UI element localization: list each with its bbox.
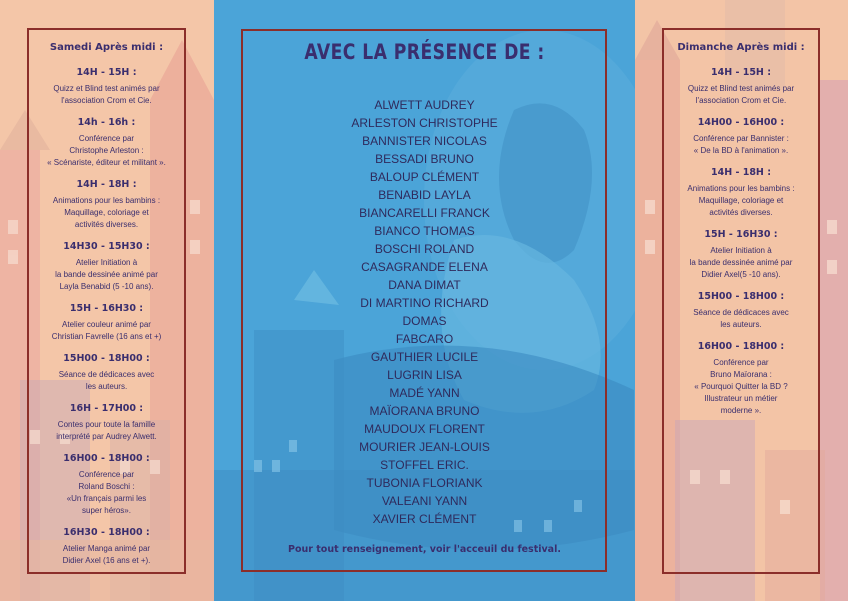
guest-list-title: AVEC LA PRÉSENCE DE : bbox=[304, 40, 545, 64]
schedule-slot bbox=[664, 67, 818, 107]
guest-name: STOFFEL ERIC. bbox=[380, 458, 469, 472]
slot-time: 14H - 15H : bbox=[76, 67, 137, 78]
slot-time: 14H - 18H : bbox=[710, 167, 771, 178]
schedule-slot bbox=[29, 453, 184, 517]
slot-time: 14H30 - 15H30 : bbox=[63, 241, 150, 252]
saturday-title: Samedi Après midi : bbox=[49, 42, 164, 53]
schedule-slot bbox=[664, 167, 818, 219]
slot-time: 16H30 - 18H00 : bbox=[63, 527, 150, 538]
right-panel bbox=[635, 0, 848, 601]
schedule-slot bbox=[664, 117, 818, 157]
guest-name: LUGRIN LISA bbox=[387, 368, 462, 382]
saturday-schedule-frame bbox=[27, 28, 186, 574]
guest-name: CASAGRANDE ELENA bbox=[361, 260, 488, 274]
slot-description: Quizz et Blind test animés par l'association Crom et Cie. bbox=[687, 84, 795, 105]
guest-name: BENABID LAYLA bbox=[378, 188, 471, 202]
slot-time: 16H00 - 18H00 : bbox=[697, 341, 785, 352]
slot-description: Séance de dédicaces avec les auteurs. bbox=[58, 370, 155, 391]
guest-name: TUBONIA FLORIANK bbox=[366, 476, 483, 490]
guest-name: MAÏORANA BRUNO bbox=[369, 404, 480, 418]
slot-time: 14H00 - 16H00 : bbox=[697, 117, 785, 128]
slot-time: 14H - 15H : bbox=[710, 67, 771, 78]
slot-description: Conférence par Christophe Arleston : « Scénariste, éditeur et militant ». bbox=[47, 134, 166, 167]
slot-description: Conférence par Bannister : « De la BD à l'animation ». bbox=[693, 134, 789, 155]
schedule-slot bbox=[29, 403, 184, 443]
guest-name: BANNISTER NICOLAS bbox=[362, 134, 487, 148]
guest-name: DI MARTINO RICHARD bbox=[360, 296, 489, 310]
guest-name: DANA DIMAT bbox=[388, 278, 461, 292]
slot-description: Contes pour toute la famille interprété par Audrey Alwett. bbox=[56, 420, 157, 441]
guest-name: FABCARO bbox=[395, 332, 454, 346]
guest-name: DOMAS bbox=[402, 314, 447, 328]
guest-name: ALWETT AUDREY bbox=[374, 98, 475, 112]
guest-name: MADÉ YANN bbox=[389, 386, 460, 400]
guest-list bbox=[214, 96, 635, 528]
schedule-slot bbox=[29, 117, 184, 169]
guest-name: BIANCO THOMAS bbox=[374, 224, 475, 238]
slot-time: 15H - 16H30 : bbox=[69, 303, 144, 314]
schedule-slot bbox=[29, 353, 184, 393]
guest-name: BALOUP CLÉMENT bbox=[369, 170, 480, 184]
saturday-schedule bbox=[29, 42, 184, 577]
slot-description: Atelier Initiation à la bande dessinée animé par Layla Benabid (5 -10 ans). bbox=[55, 258, 158, 291]
schedule-slot bbox=[664, 341, 818, 417]
slot-time: 14H - 18H : bbox=[76, 179, 137, 190]
slot-time: 15H00 - 18H00 : bbox=[697, 291, 785, 302]
slot-description: Quizz et Blind test animés par l'association Crom et Cie. bbox=[53, 84, 160, 105]
slot-time: 14h - 16h : bbox=[77, 117, 136, 128]
slot-time: 16H - 17H00 : bbox=[69, 403, 144, 414]
guest-name: VALEANI YANN bbox=[381, 494, 468, 508]
schedule-slot bbox=[29, 241, 184, 293]
left-panel bbox=[0, 0, 214, 601]
guest-name: BOSCHI ROLAND bbox=[374, 242, 475, 256]
guest-name: MAUDOUX FLORENT bbox=[364, 422, 485, 436]
schedule-slot bbox=[664, 229, 818, 281]
sunday-title: Dimanche Après midi : bbox=[677, 42, 805, 53]
slot-description: Conférence par Roland Boschi : «Un français parmi les super héros». bbox=[66, 470, 147, 515]
slot-time: 15H00 - 18H00 : bbox=[63, 353, 150, 364]
guest-name: GAUTHIER LUCILE bbox=[370, 350, 479, 364]
guest-name: XAVIER CLÉMENT bbox=[372, 512, 477, 526]
sunday-schedule-frame bbox=[662, 28, 820, 574]
sunday-schedule bbox=[664, 42, 818, 427]
guest-name: MOURIER JEAN-LOUIS bbox=[359, 440, 490, 454]
slot-time: 16H00 - 18H00 : bbox=[63, 453, 150, 464]
slot-description: Atelier Initiation à la bande dessinée animé par Didier Axel(5 -10 ans). bbox=[689, 246, 793, 279]
schedule-slot bbox=[29, 303, 184, 343]
slot-description: Conférence par Bruno Maïorana : « Pourquoi Quitter la BD ? Illustrateur un métier moderne ». bbox=[694, 358, 788, 415]
schedule-slot bbox=[29, 527, 184, 567]
schedule-slot bbox=[29, 67, 184, 107]
slot-description: Atelier Manga animé par Didier Axel (16 ans et +). bbox=[62, 544, 151, 565]
info-note: Pour tout renseignement, voir l'acceuil du festival. bbox=[288, 544, 561, 555]
slot-time: 15H - 16H30 : bbox=[704, 229, 778, 240]
guest-name: BESSADI BRUNO bbox=[375, 152, 474, 166]
schedule-slot bbox=[664, 291, 818, 331]
slot-description: Animations pour les bambins : Maquillage, coloriage et activités diverses. bbox=[687, 184, 795, 217]
slot-description: Atelier couleur animé par Christian Favrelle (16 ans et +) bbox=[51, 320, 162, 341]
slot-description: Séance de dédicaces avec les auteurs. bbox=[693, 308, 789, 329]
schedule-slot bbox=[29, 179, 184, 231]
guest-name: BIANCARELLI FRANCK bbox=[359, 206, 490, 220]
center-panel bbox=[214, 0, 635, 601]
guest-name: ARLESTON CHRISTOPHE bbox=[351, 116, 498, 130]
slot-description: Animations pour les bambins : Maquillage, coloriage et activités diverses. bbox=[52, 196, 161, 229]
